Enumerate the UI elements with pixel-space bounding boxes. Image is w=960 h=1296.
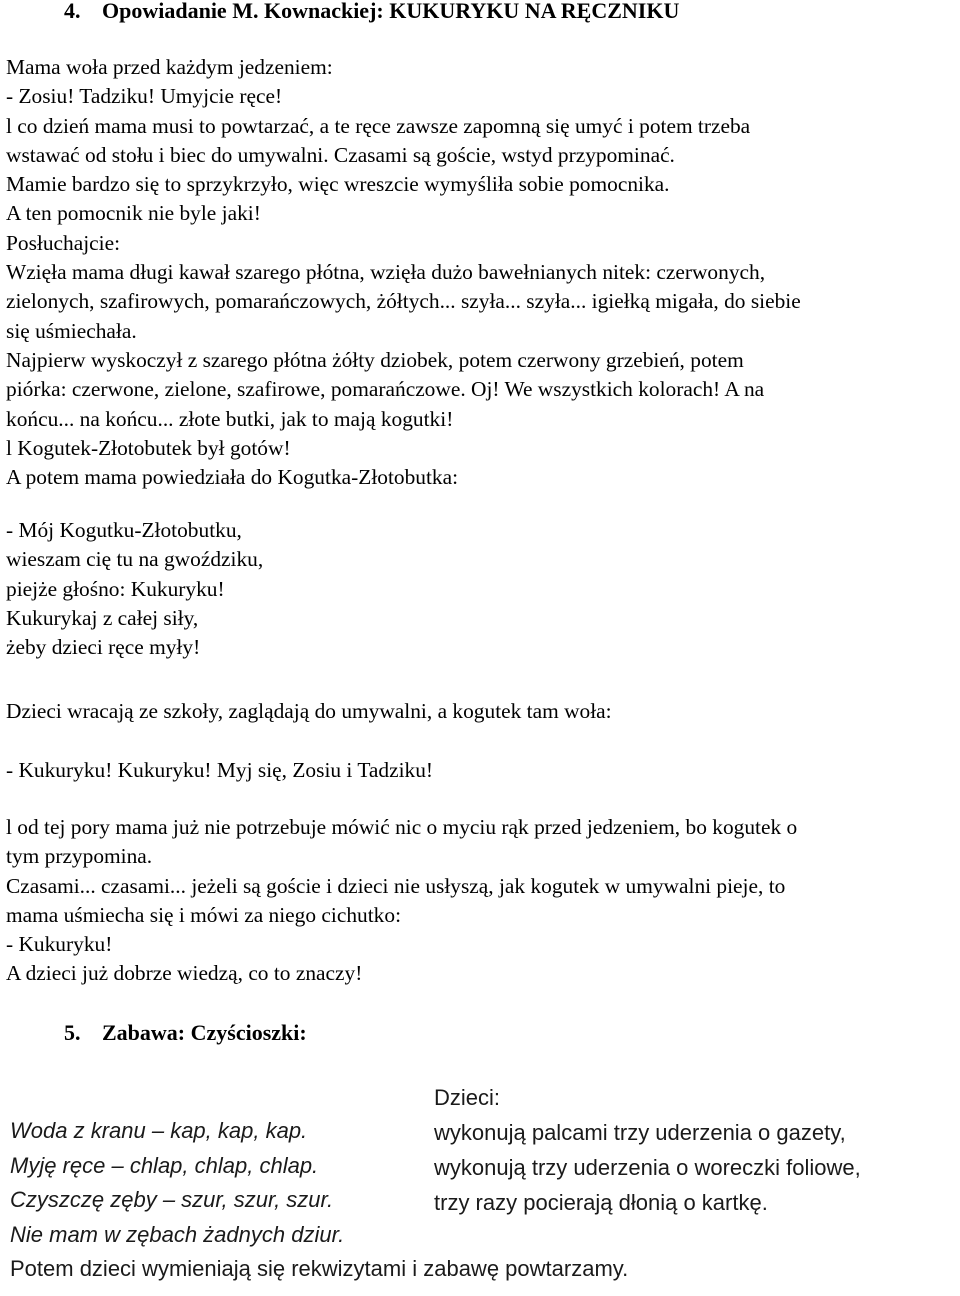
story-line: Mama woła przed każdym jedzeniem: [6,55,333,79]
verse-line: - Mój Kogutku-Złotobutku, [6,518,242,542]
story-line: wstawać od stołu i biec do umywalni. Czasami są goście, wstyd przypominać. [6,142,675,167]
rhyme-line: Czyszczę zęby – szur, szur, szur. [10,1187,334,1212]
story-line: Najpierw wyskoczył z szarego płótna żółty dziobek, potem czerwony grzebień, potem [6,347,744,372]
story-line: mama uśmiecha się i mówi za niego cichutko: [6,902,402,927]
story-line: końcu... na końcu... złote butki, jak to mają kogutki! [6,406,454,431]
story-line: Wzięła mama długi kawał szarego płótna, wzięła dużo bawełnianych nitek: czerwonych, [6,260,766,285]
rhyme-line: Nie mam w zębach żadnych dziur. [10,1221,345,1247]
game-scan-image [0,1064,960,1296]
story-line: l od tej pory mama już nie potrzebuje mówić nic o myciu rąk przed jedzeniem, bo kogutek o [6,815,798,839]
section-4-title: Opowiadanie M. Kownackiej: KUKURYKU NA RĘCZNIKU [102,0,680,23]
rhyme-line: Woda z kranu – kap, kap, kap. [10,1118,308,1143]
rooster-verse [6,516,954,662]
rooster-call [6,756,954,785]
kids-label: Dzieci: [434,1085,501,1110]
story-line: A potem mama powiedziała do Kogutka-Złotobutka: [6,465,459,490]
verse-line: Kukurykaj z całej siły, [6,605,199,630]
section-4-number: 4. [64,0,81,23]
verse-line: wieszam cię tu na gwoździku, [6,547,264,572]
story-line: tym przypomina. [6,844,153,869]
story-line: Dzieci wracają ze szkoły, zaglądają do umywalni, a kogutek tam woła: [6,699,612,723]
kids-action: wykonują palcami trzy uderzenia o gazety, [434,1120,846,1145]
kids-instructions [434,1080,861,1220]
story-line: A ten pomocnik nie byle jaki! [6,201,261,226]
story-paragraph-2 [6,697,954,726]
story-line: Czasami... czasami... jeżeli są goście i dzieci nie usłyszą, jak kogutek w umywalni pieje, to [6,873,786,898]
story-line: - Zosiu! Tadziku! Umyjcie ręce! [6,84,283,109]
story-line: - Kukuryku! Kukuryku! Myj się, Zosiu i Tadziku! [6,758,434,782]
game-rhyme [10,1114,344,1252]
section-4-heading [64,0,679,24]
story-line: się uśmiechała. [6,318,137,343]
story-paragraph-3 [6,813,954,989]
game-footer-note: Potem dzieci wymieniają się rekwizytami i zabawę powtarzamy. [10,1256,629,1281]
story-line: Posłuchajcie: [6,230,121,255]
story-line: l co dzień mama musi to powtarzać, a te ręce zawsze zapomną się umyć i potem trzeba [6,113,751,138]
section-5-heading [64,1020,307,1046]
story-line: l Kogutek-Złotobutek był gotów! [6,435,291,460]
story-line: piórka: czerwone, zielone, szafirowe, pomarańczowe. Oj! We wszystkich kolorach! A na [6,377,765,402]
section-5-title: Zabawa: Czyścioszki: [102,1020,307,1045]
story-line: zielonych, szafirowych, pomarańczowych, żółtych... szyła... szyła... igiełką migała, do siebie [6,289,801,314]
verse-line: piejże głośno: Kukuryku! [6,576,225,601]
story-line: - Kukuryku! [6,932,113,957]
verse-line: żeby dzieci ręce myły! [6,635,201,660]
story-paragraph-1 [6,53,954,492]
kids-action: wykonują trzy uderzenia o woreczki foliowe, [434,1155,861,1180]
story-line: Mamie bardzo się to sprzykrzyło, więc wreszcie wymyśliła sobie pomocnika. [6,172,670,197]
story-line: A dzieci już dobrze wiedzą, co to znaczy! [6,961,363,986]
rhyme-line: Myję ręce – chlap, chlap, chlap. [10,1152,319,1178]
kids-action: trzy razy pocierają dłonią o kartkę. [434,1190,768,1215]
section-5-number: 5. [64,1020,81,1045]
